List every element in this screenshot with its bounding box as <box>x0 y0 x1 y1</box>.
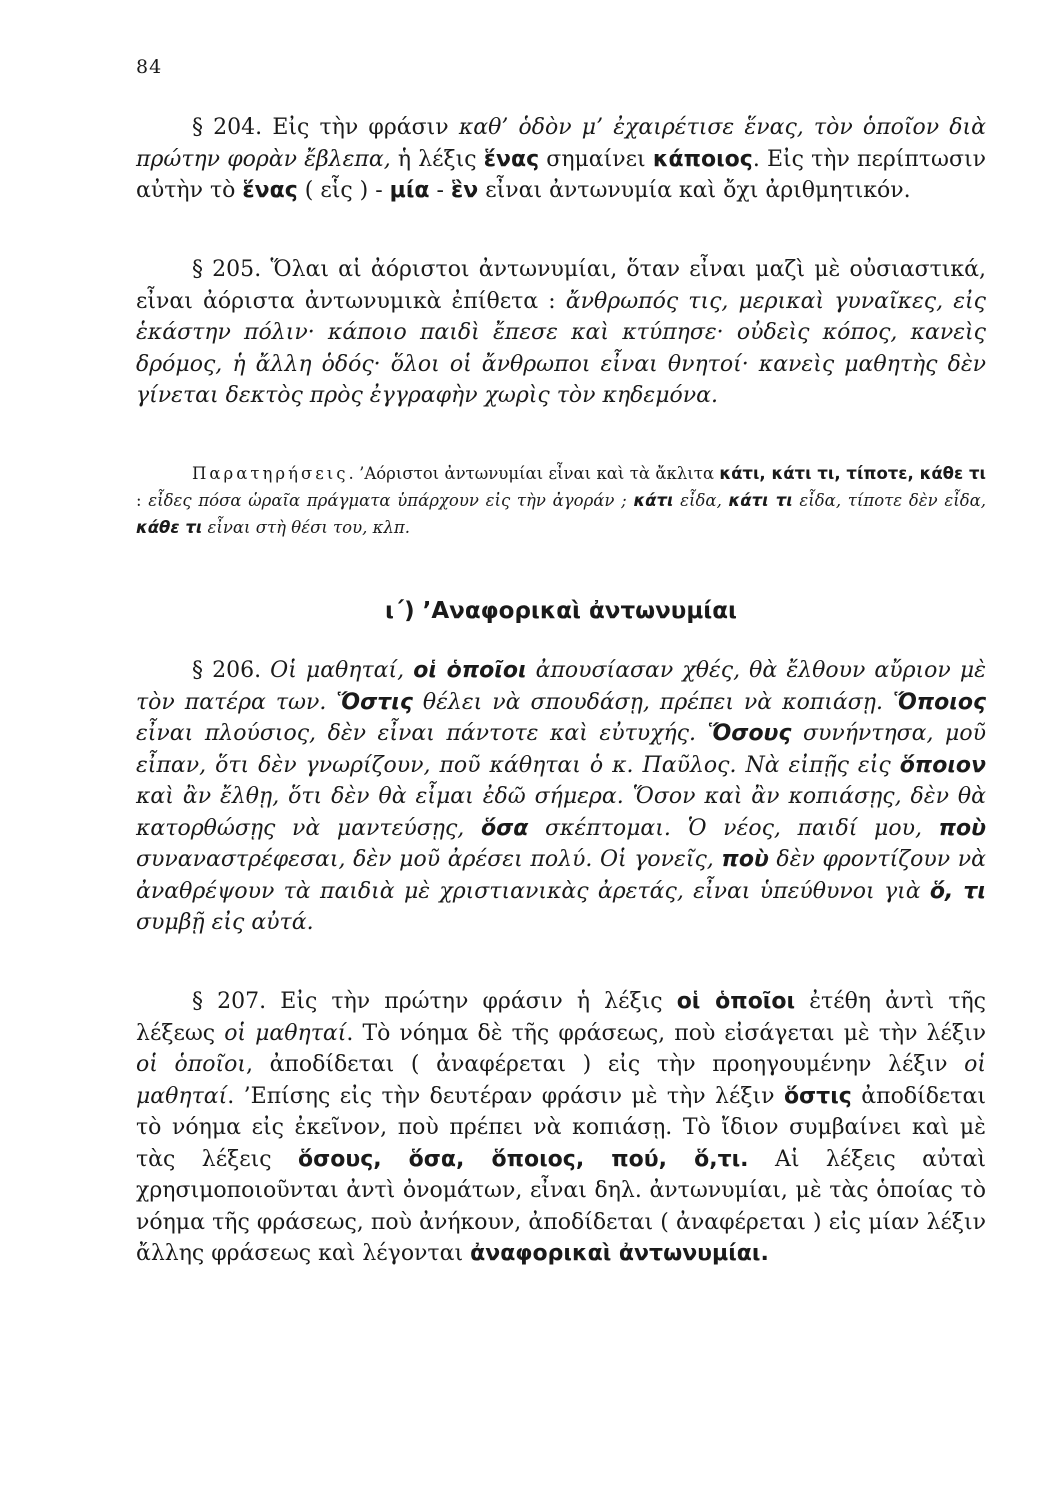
s207-text-run: οἱ μαθηταί <box>224 1020 347 1046</box>
s206-text-run: Ὅστις <box>336 689 413 715</box>
section-205 <box>136 254 986 412</box>
section-206 <box>136 655 986 939</box>
s205-text-run: § 205 <box>192 257 255 282</box>
section-heading: ι΄) ’Αναφορικαὶ ἀντωνυμίαι <box>385 598 737 624</box>
s204-text-run: ἕνας <box>242 178 298 203</box>
section-207-paragraph <box>136 986 986 1270</box>
s206-text-run: θέλει νὰ σπουδάσῃ, πρέπει νὰ κοπιάσῃ. <box>412 689 893 715</box>
remarks-text-run: τίποτε <box>847 491 903 510</box>
remarks-paragraph <box>136 460 986 541</box>
s206-text-run: οἱ ὁποῖοι <box>413 658 527 683</box>
remarks-text-run: κάτι τι <box>728 491 793 510</box>
s204-text-run: . Εἰς τὴν φράσιν <box>255 115 459 140</box>
section-205-paragraph <box>136 254 986 412</box>
s206-text-run: συνήντησα, μοῦ εἶπαν, ὅτι δὲν γνωρίζουν, ποῦ κάθηται ὁ κ. Παῦλος. Νὰ εἰπῇς εἰς <box>136 721 986 778</box>
s206-text-run: καὶ ἂν ἔλθῃ, ὅτι δὲν θὰ εἶμαι ἐδῶ σήμερα. Ὅσον καὶ ἂν κοπιάσῃς, δὲν θὰ κατορθώσῃς νὰ μαντεύσῃς, <box>136 784 986 841</box>
s206-text-run: ὅσα <box>480 815 529 841</box>
s206-text-run: εἶναι πλούσιος, δὲν εἶναι πάντοτε καὶ εὐτυχής. <box>136 721 708 746</box>
s204-text-run: καθ’ ὁδὸν μ’ ἐχαιρέτισε ἕνας, τὸν ὁποῖον διὰ πρώτην φορὰν ἔβλεπα, <box>136 115 986 172</box>
s207-text-run: Αἱ λέξεις αὐταὶ χρησιμοποιοῦνται ἀντὶ ὀνομάτων, εἶναι δηλ. ἀντωνυμίαι, μὲ τὰς ὁποίας τὸ νόημα τῆς φράσεως, ποὺ ἀνήκουν, ἀποδίδεται ( ἀναφέρεται ) εἰς μίαν λέξιν ἄλλης φράσεως καὶ λέγονται <box>136 1146 986 1266</box>
s205-text-run: ἄνθρωπός τις, μερικαὶ γυναῖκες, εἰς ἑκάστην πόλιν· κάποιο παιδὶ ἔπεσε καὶ κτύπησε· οὐδεὶς κόπος, κανεὶς δρόμος, ἡ ἄλλη ὁδός· ὅλοι οἱ ἄνθρωποι εἶναι θνητοί· κανεὶς μαθητὴς δὲν γίνεται δεκτὸς πρὸς ἐγγραφὴν χωρὶς τὸν κηδεμόνα. <box>136 288 986 408</box>
s207-text-run: . Τὸ νόημα δὲ τῆς φράσεως, ποὺ εἰσάγεται μὲ τὴν λέξιν <box>346 1020 986 1046</box>
section-204-paragraph <box>136 112 986 207</box>
remarks-text-run: εἶδα, <box>673 491 729 510</box>
s206-text-run: δὲν φροντίζουν νὰ ἀναθρέψουν τὰ παιδιὰ μὲ χριστιανικὰς ἀρετάς, εἶναι ὑπεύθυνοι γιὰ <box>136 847 986 904</box>
s205-text-run: . Ὅλαι αἱ ἀόριστοι ἀντωνυμίαι, ὅταν εἶναι μαζὶ μὲ οὐσιαστικά, εἶναι ἀόριστα ἀντωνυμικὰ ἐπίθετα : <box>136 257 987 314</box>
s206-text-run: Οἱ μαθηταί, <box>270 658 414 683</box>
s207-text-run: οἱ ὁποῖοι <box>676 989 796 1014</box>
s207-text-run: . Εἰς τὴν πρώτην φράσιν ἡ λέξις <box>259 989 677 1014</box>
s206-text-run: § 206 <box>192 658 255 683</box>
s207-text-run: § 207 <box>192 989 260 1014</box>
s207-text-run: ὅστις <box>783 1083 852 1109</box>
s204-text-run: σημαίνει <box>539 146 653 172</box>
s207-text-run: . ’Επίσης εἰς τὴν δευτέραν φράσιν μὲ τὴν λέξιν <box>227 1083 784 1109</box>
s204-text-run: ( εἷς ) - <box>297 178 390 203</box>
remarks-text-run: κάτι <box>633 491 674 510</box>
remarks-text-run: Παρατηρήσεις <box>192 464 349 483</box>
s204-text-run: κάποιος <box>652 146 753 172</box>
s204-text-run: - <box>429 178 451 203</box>
s206-text-run: Ὅσους <box>707 721 792 746</box>
remarks-text-run: . ’Αόριστοι ἀντωνυμίαι εἶναι καὶ τὰ ἄκλιτα <box>348 464 720 483</box>
page-number: 84 <box>136 56 163 78</box>
s206-text-run: συμβῇ εἰς αὐτά. <box>136 910 314 935</box>
section-206-paragraph <box>136 655 986 939</box>
s206-text-run: Ὅποιος <box>892 689 986 715</box>
remarks-text-run: δὲν εἶδα, <box>902 491 987 510</box>
s207-text-run: οἱ μαθηταί <box>136 1052 987 1109</box>
s207-text-run: , ἀποδίδεται ( ἀναφέρεται ) εἰς τὴν προηγουμένην λέξιν <box>245 1052 965 1077</box>
s206-text-run: . <box>254 658 271 683</box>
remarks-text-run: κάτι, κάτι τι, τίποτε, κάθε τι <box>719 464 986 483</box>
s207-text-run: ὅσους, ὅσα, ὅποιος, πού, ὅ,τι. <box>297 1146 749 1172</box>
s207-text-run: ἀναφορικαὶ ἀντωνυμίαι. <box>470 1241 769 1266</box>
remarks-block <box>136 460 986 541</box>
s206-text-run: ποὺ <box>721 847 769 872</box>
s206-text-run: ποὺ <box>938 815 986 841</box>
s204-text-run: . Εἰς τὴν περίπτωσιν αὐτὴν τὸ <box>136 146 986 203</box>
s204-text-run: § 204 <box>192 115 256 140</box>
remarks-text-run: κάθε τι <box>136 518 203 537</box>
s206-text-run: ὅ, τι <box>929 878 986 904</box>
s204-text-run: ἡ λέξις <box>390 146 484 172</box>
s206-text-run: σκέπτομαι. Ὁ νέος, παιδί μου, <box>528 815 939 841</box>
section-204 <box>136 112 986 207</box>
s207-text-run: ἐτέθη ἀντὶ τῆς λέξεως <box>136 989 986 1046</box>
section-207 <box>136 986 986 1270</box>
s204-text-run: εἶναι ἀντωνυμία καὶ ὄχι ἀριθμητικόν. <box>478 178 911 203</box>
remarks-text-run: εἶναι στὴ θέσι του, κλπ. <box>202 518 410 537</box>
s206-text-run: ὅποιον <box>899 752 986 778</box>
s206-text-run: συναναστρέφεσαι, δὲν μοῦ ἀρέσει πολύ. Οἱ γονεῖς, <box>136 847 722 872</box>
s207-text-run: ἀποδίδεται τὸ νόημα εἰς ἐκεῖνον, ποὺ πρέπει νὰ κοπιάσῃ. Τὸ ἴδιον συμβαίνει καὶ μὲ τὰς λέξεις <box>136 1083 986 1172</box>
s204-text-run: ἓν <box>450 178 479 203</box>
remarks-text-run: : <box>136 491 149 510</box>
s204-text-run: μία <box>389 178 430 203</box>
remarks-text-run: εἶδα, <box>792 491 848 510</box>
s204-text-run: ἕνας <box>483 146 540 172</box>
remarks-text-run: εἶδες πόσα ὡραῖα πράγματα ὑπάρχουν εἰς τὴν ἀγοράν ; <box>148 491 627 510</box>
s206-text-run: ἀπουσίασαν χθές, θὰ ἔλθουν αὔριον μὲ τὸν πατέρα των. <box>136 658 986 715</box>
s207-text-run: οἱ ὁποῖοι <box>136 1052 246 1077</box>
